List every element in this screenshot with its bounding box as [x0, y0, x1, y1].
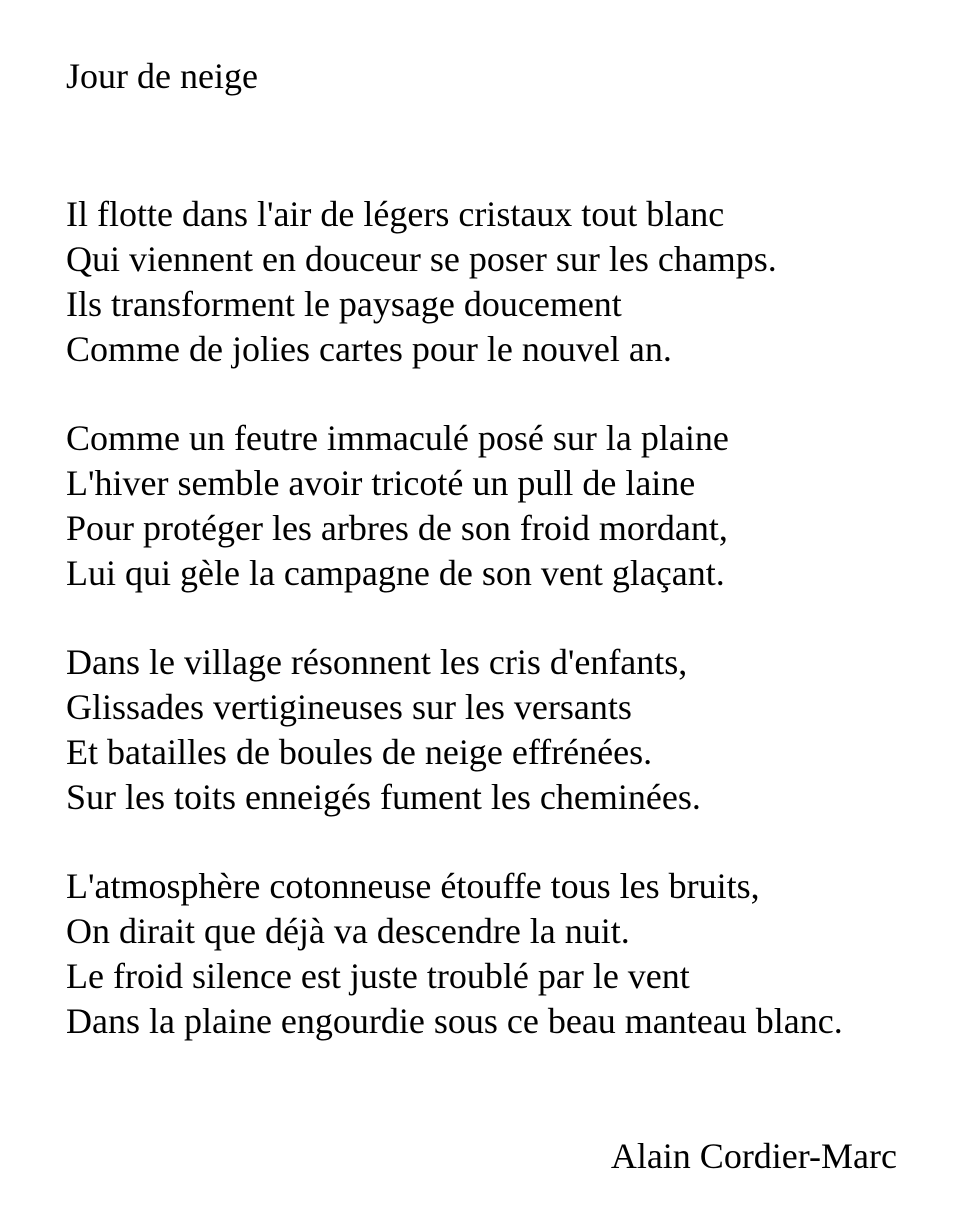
verse-line: Ils transforment le paysage doucement	[66, 284, 622, 324]
verse-line: Le froid silence est juste troublé par le vent	[66, 956, 690, 996]
verse-line: Comme un feutre immaculé posé sur la plaine	[66, 418, 729, 458]
verse-line: Glissades vertigineuses sur les versants	[66, 687, 632, 727]
verse-line: Qui viennent en douceur se poser sur les champs.	[66, 239, 777, 279]
verse-line: Et batailles de boules de neige effrénées.	[66, 732, 653, 772]
verse-line: Dans la plaine engourdie sous ce beau manteau blanc.	[66, 1001, 843, 1041]
verse-line: L'hiver semble avoir tricoté un pull de laine	[66, 463, 696, 503]
stanza-1	[66, 192, 946, 372]
verse-line: Sur les toits enneigés fument les cheminées.	[66, 777, 701, 817]
stanza-3	[66, 640, 946, 820]
verse-line: Pour protéger les arbres de son froid mordant,	[66, 508, 728, 548]
verse-line: Lui qui gèle la campagne de son vent glaçant.	[66, 553, 725, 593]
poem-title: Jour de neige	[66, 56, 258, 96]
verse-line: On dirait que déjà va descendre la nuit.	[66, 911, 630, 951]
stanza-2	[66, 416, 946, 596]
verse-line: Dans le village résonnent les cris d'enfants,	[66, 642, 688, 682]
verse-line: L'atmosphère cotonneuse étouffe tous les bruits,	[66, 866, 760, 906]
verse-line: Il flotte dans l'air de légers cristaux tout blanc	[66, 194, 725, 234]
verse-line: Comme de jolies cartes pour le nouvel an.	[66, 329, 672, 369]
author-name: Alain Cordier-Marc	[610, 1136, 897, 1176]
stanza-4	[66, 864, 946, 1044]
